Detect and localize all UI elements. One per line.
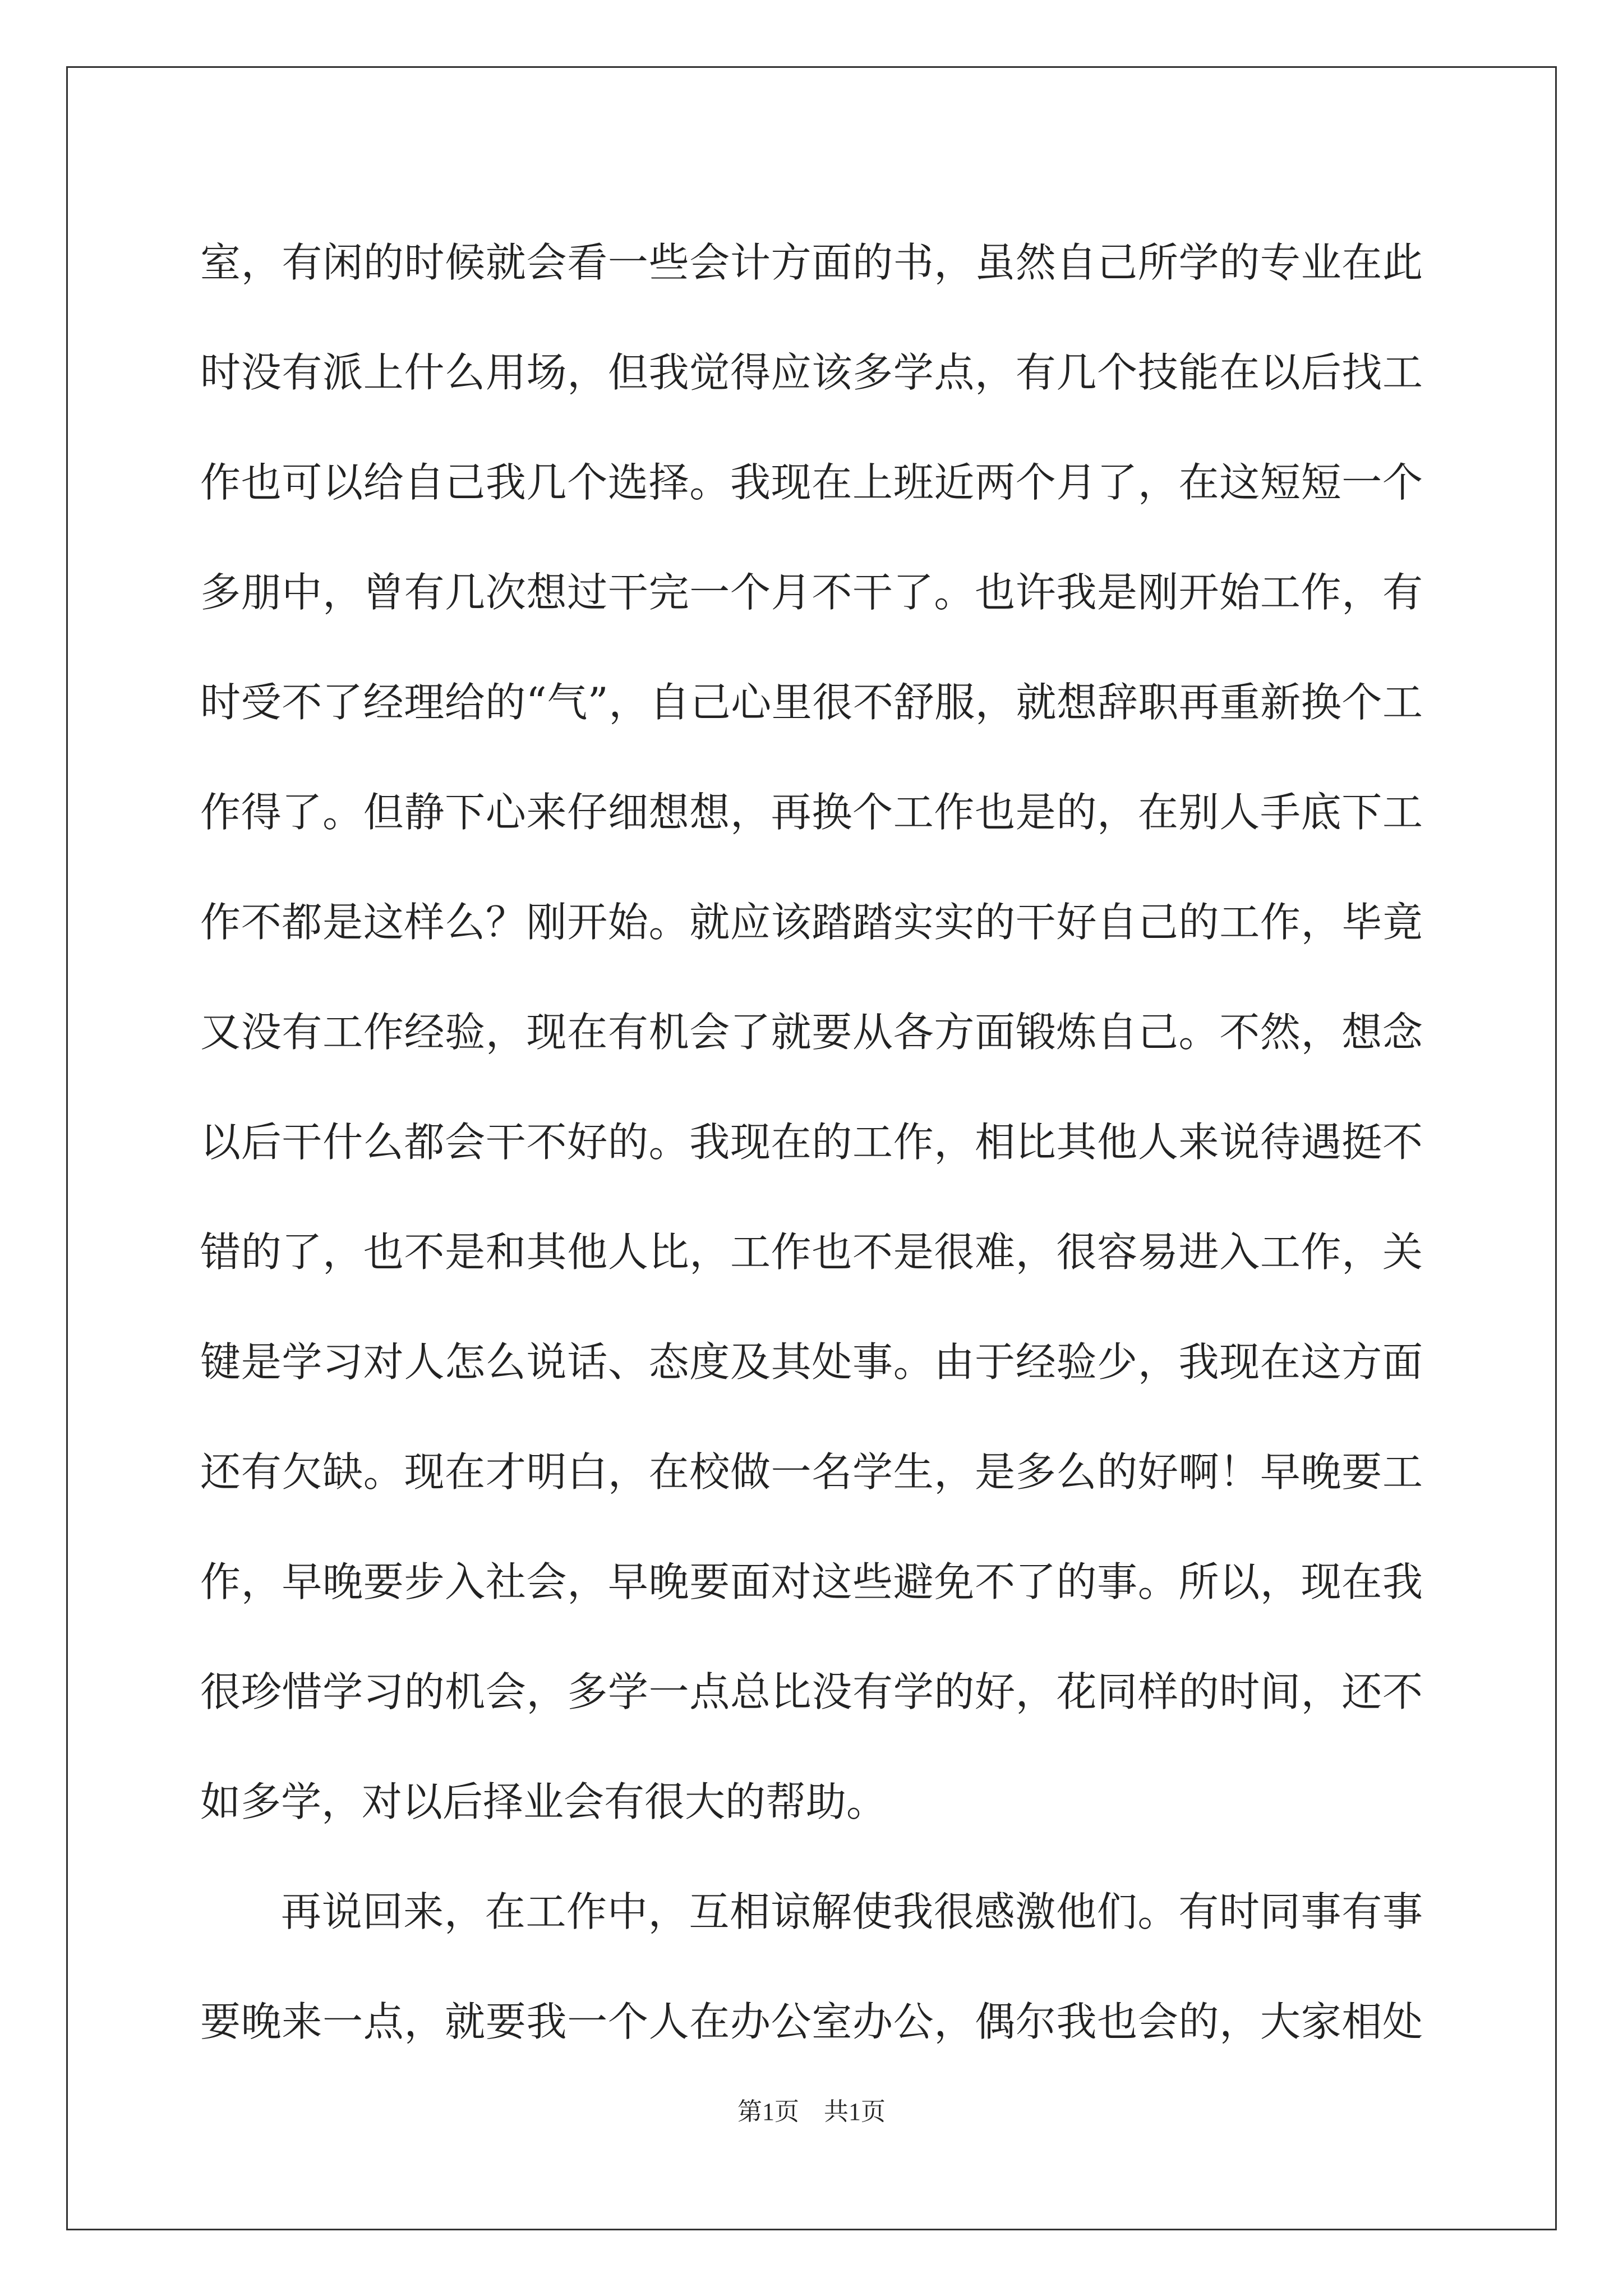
text-line: 时受不了经理给的“气”，自己心里很不舒服，就想辞职再重新换个工	[200, 679, 1423, 726]
text-line: 时没有派上什么用场，但我觉得应该多学点，有几个技能在以后找工	[200, 349, 1423, 396]
text-line: 作也可以给自己我几个选择。我现在上班近两个月了，在这短短一个	[200, 459, 1423, 506]
text-line: 要晚来一点，就要我一个人在办公室办公，偶尔我也会的，大家相处	[200, 1998, 1423, 2045]
text-line: 很珍惜学习的机会，多学一点总比没有学的好，花同样的时间，还不	[200, 1668, 1423, 1715]
text-line: 以后干什么都会干不好的。我现在的工作，相比其他人来说待遇挺不	[200, 1119, 1423, 1166]
text-line: 多朋中，曾有几次想过干完一个月不干了。也许我是刚开始工作，有	[200, 569, 1423, 616]
text-line: 如多学，对以后择业会有很大的帮助。	[200, 1778, 887, 1825]
text-line: 室，有闲的时候就会看一些会计方面的书，虽然自己所学的专业在此	[200, 239, 1423, 286]
text-line: 作，早晚要步入社会，早晚要面对这些避免不了的事。所以，现在我	[200, 1558, 1423, 1605]
text-line: 又没有工作经验，现在有机会了就要从各方面锻炼自己。不然，想念	[200, 1009, 1423, 1056]
text-line: 作得了。但静下心来仔细想想，再换个工作也是的，在别人手底下工	[200, 789, 1423, 836]
page-number: 第1页 共1页	[737, 2098, 886, 2125]
text-line: 还有欠缺。现在才明白，在校做一名学生，是多么的好啊！早晚要工	[200, 1448, 1423, 1496]
text-line: 作不都是这样么？刚开始。就应该踏踏实实的干好自己的工作，毕竟	[200, 899, 1423, 946]
document-body	[200, 208, 1423, 2077]
text-line: 错的了，也不是和其他人比，工作也不是很难，很容易进入工作，关	[200, 1228, 1423, 1276]
text-line: 键是学习对人怎么说话、态度及其处事。由于经验少，我现在这方面	[200, 1338, 1423, 1386]
text-line: 再说回来，在工作中，互相谅解使我很感激他们。有时同事有事	[281, 1888, 1423, 1935]
page-footer	[0, 2095, 1623, 2129]
